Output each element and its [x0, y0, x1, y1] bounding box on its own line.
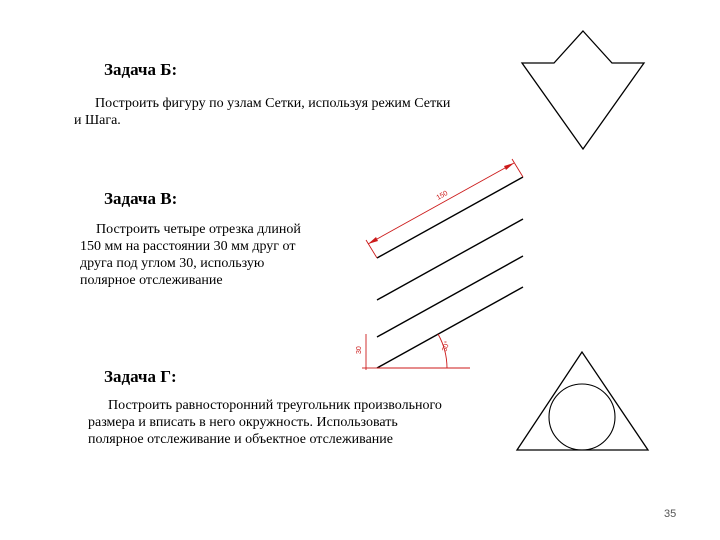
task-v-text-line-4: полярное отслеживание [80, 273, 223, 288]
length-dimension-label: 150 [435, 189, 450, 202]
task-v-heading: Задача В: [104, 189, 178, 208]
angle-dimension-label: 30° [441, 340, 452, 353]
task-g-heading: Задача Г: [104, 367, 177, 386]
task-b-heading: Задача Б: [104, 60, 178, 79]
task-b-text-line-1: Построить фигуру по узлам Сетки, используя режим Сетки [95, 96, 451, 111]
task-v-text-line-1: Построить четыре отрезка длиной [96, 222, 301, 237]
task-v-text-line-3: друга под углом 30, использую [80, 256, 265, 271]
task-v-text-line-2: 150 мм на расстоянии 30 мм друг от [80, 239, 296, 254]
task-b-text-line-2: и Шага. [74, 113, 121, 128]
page-number: 35 [664, 508, 677, 520]
distance-dimension-label: 30 [356, 346, 363, 354]
inscribed-circle [549, 384, 615, 450]
task-g-text-line-2: размера и вписать в него окружность. Использовать [88, 415, 398, 430]
task-g-text-line-1: Построить равносторонний треугольник произвольного [108, 398, 442, 413]
equilateral-triangle [517, 352, 648, 450]
task-g-text-line-3: полярное отслеживание и объектное отслеживание [88, 432, 393, 447]
